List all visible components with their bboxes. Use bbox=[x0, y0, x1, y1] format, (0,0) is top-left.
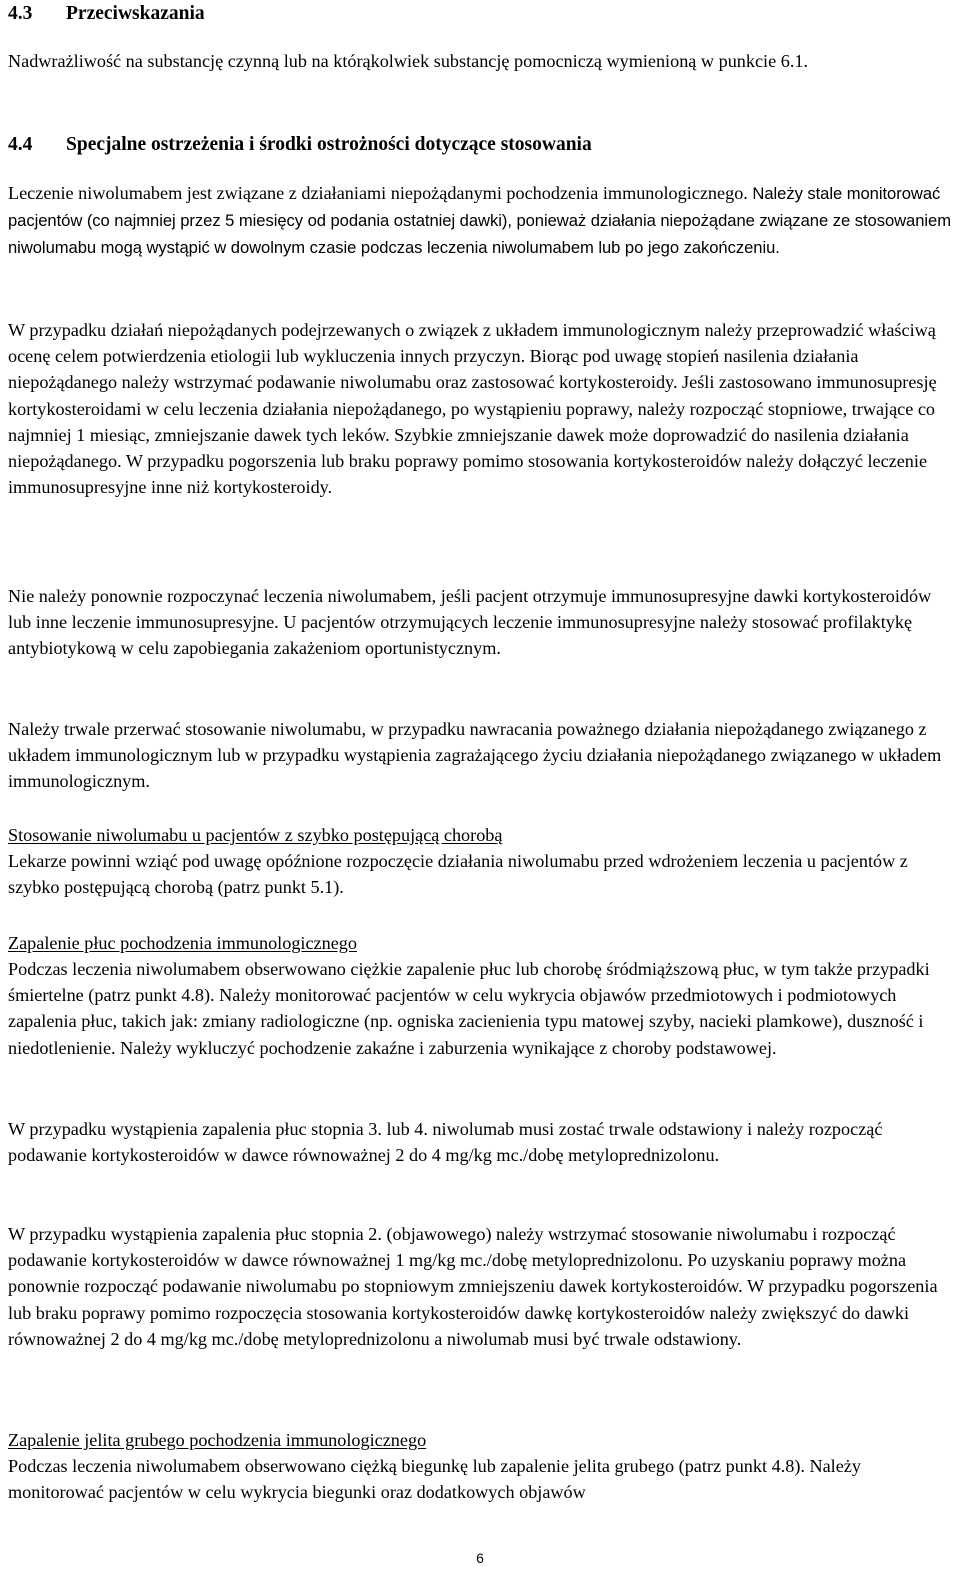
pneumonitis-paragraph-2: W przypadku wystąpienia zapalenia płuc stopnia 3. lub 4. niwolumab musi zostać trwale odstawiony i należy rozpocząć podawanie kortykosteroidów w dawce równoważnej 2 do 4 mg/kg mc./dobę metyloprednizolonu. bbox=[8, 1119, 883, 1166]
section-number: 4.4 bbox=[8, 134, 33, 155]
pneumonitis-heading: Zapalenie płuc pochodzenia immunologicznego bbox=[8, 933, 357, 953]
immunosuppression-paragraph: Nie należy ponownie rozpoczynać leczenia niwolumabem, jeśli pacjent otrzymuje immunosupresyjne dawki kortykosteroidów lub inne leczenie immunosupresyjne. U pacjentów otrzymujących leczenie immunosupresyjne należy stosować profilaktykę antybiotykową w celu zapobiegania zakażeniom oportunistycznym. bbox=[8, 586, 932, 659]
section-number: 4.3 bbox=[8, 3, 33, 24]
rapid-progression-heading: Stosowanie niwolumabu u pacjentów z szybko postępującą chorobą bbox=[8, 825, 503, 845]
section-title: Przeciwskazania bbox=[66, 3, 205, 24]
section-4-3-heading bbox=[8, 0, 205, 27]
section-4-4-heading bbox=[8, 131, 592, 158]
pneumonitis-paragraph-1: Podczas leczenia niwolumabem obserwowano ciężkie zapalenie płuc lub chorobę śródmiąższową płuc, w tym także przypadki śmiertelne (patrz punkt 4.8). Należy monitorować pacjentów w celu wykrycia objawów przedmiotowych i podmiotowych zapalenia płuc, takich jak: zmiany radiologiczne (np. ogniska zacienienia typu matowej szyby, nacieki plamkowe), duszność i niedotlenienie. Należy wykluczyć pochodzenie zakaźne i zaburzenia wynikające z choroby podstawowej. bbox=[8, 959, 930, 1058]
pneumonitis-paragraph-3: W przypadku wystąpienia zapalenia płuc stopnia 2. (objawowego) należy wstrzymać stosowanie niwolumabu i rozpocząć podawanie kortykosteroidów w dawce równoważnej 1 mg/kg mc./dobę metyloprednizolonu. Po uzyskaniu poprawy można ponownie rozpocząć podawanie niwolumabu po stopniowym zmniejszeniu dawek kortykosteroidów. W przypadku pogorszenia lub braku poprawy pomimo rozpoczęcia stosowania kortykosteroidów dawkę kortykosteroidów należy zwiększyć do dawki równoważnej 2 do 4 mg/kg mc./dobę metyloprednizolonu a niwolumab musi być trwale odstawiony. bbox=[8, 1224, 938, 1349]
contraindications-text: Nadwrażliwość na substancję czynną lub na którąkolwiek substancję pomocniczą wymienioną w punkcie 6.1. bbox=[8, 51, 809, 71]
warnings-intro-paragraph bbox=[8, 180, 952, 262]
immune-reactions-paragraph: W przypadku działań niepożądanych podejrzewanych o związek z układem immunologicznym należy przeprowadzić właściwą ocenę celem potwierdzenia etiologii lub wykluczenia innych przyczyn. Biorąc pod uwagę stopień nasilenia działania niepożądanego należy wstrzymać podawanie niwolumabu oraz zastosować kortykosteroidy. Jeśli zastosowano immunosupresję kortykosteroidami w celu leczenia działania niepożądanego, po wystąpieniu poprawy, należy rozpocząć stopniowe, trwające co najmniej 1 miesiąc, zmniejszanie dawek tych leków. Szybkie zmniejszanie dawek może doprowadzić do nasilenia działania niepożądanego. W przypadku pogorszenia lub braku poprawy pomimo stosowania kortykosteroidów należy dołączyć leczenie immunosupresyjne inne niż kortykosteroidy. bbox=[8, 320, 937, 498]
page-number: 6 bbox=[476, 1550, 484, 1566]
colitis-text: Podczas leczenia niwolumabem obserwowano ciężką biegunkę lub zapalenie jelita grubego (patrz punkt 4.8). Należy monitorować pacjentów w celu wykrycia biegunki oraz dodatkowych objawów bbox=[8, 1456, 861, 1503]
permanent-discontinuation-paragraph: Należy trwale przerwać stosowanie niwolumabu, w przypadku nawracania poważnego działania niepożądanego związanego z układem immunologicznym lub w przypadku wystąpienia zagrażającego życiu działania niepożądanego związanego w układem immunologicznym. bbox=[8, 719, 942, 792]
intro-sans-text: Należy stale monitorować pacjentów (co najmniej przez 5 miesięcy od podania ostatniej dawki), ponieważ działania niepożądane związane ze stosowaniem niwolumabu mogą wystąpić w dowolnym czasie podczas leczenia niwolumabem lub po jego zakończeniu. bbox=[8, 184, 952, 258]
colitis-heading: Zapalenie jelita grubego pochodzenia immunologicznego bbox=[8, 1430, 427, 1450]
rapid-progression-text: Lekarze powinni wziąć pod uwagę opóźnione rozpoczęcie działania niwolumabu przed wdrożeniem leczenia u pacjentów z szybko postępującą chorobą (patrz punkt 5.1). bbox=[8, 851, 908, 898]
section-title: Specjalne ostrzeżenia i środki ostrożności dotyczące stosowania bbox=[66, 134, 592, 155]
intro-serif-text: Leczenie niwolumabem jest związane z działaniami niepożądanymi pochodzenia immunologicznego. bbox=[8, 183, 748, 203]
